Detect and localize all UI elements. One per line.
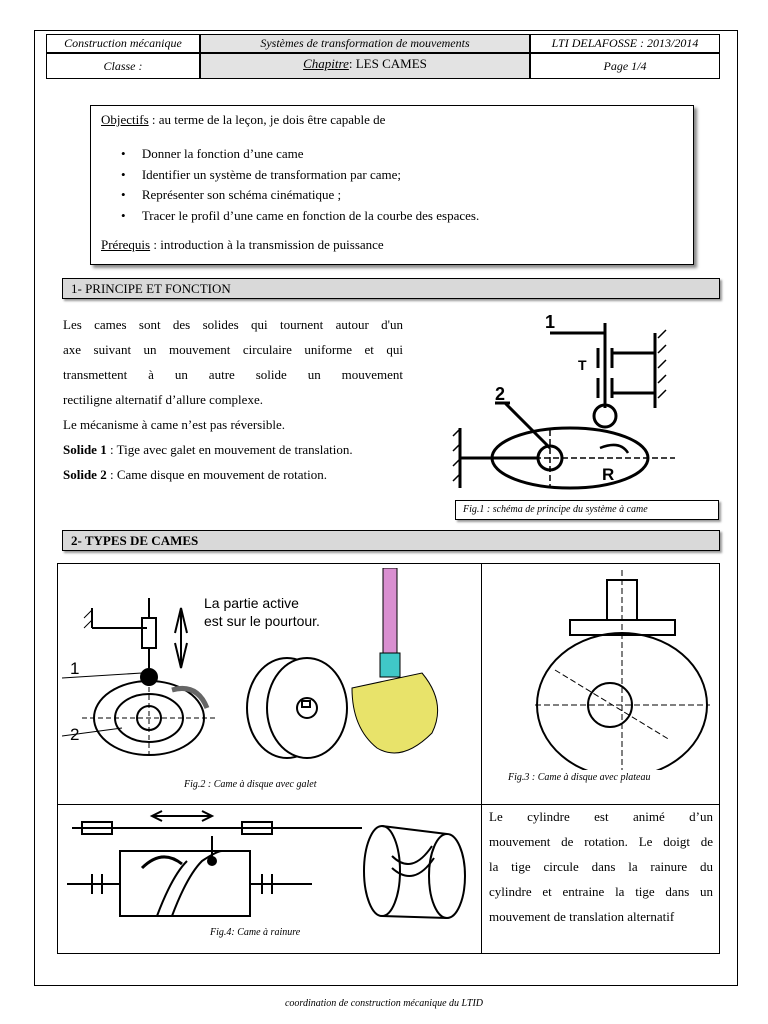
para-line: transmettent à un autre solide un mouvement: [63, 367, 403, 382]
section2-title: 2- TYPES DE CAMES: [62, 530, 720, 551]
fig3-disc-cam-plate: [515, 570, 715, 770]
cyl-line: Le cylindre est animé d’un: [489, 809, 713, 824]
page-footer: coordination de construction mécanique du LTID: [284, 998, 484, 1009]
solid1-desc: Solide 1 : Tige avec galet en mouvement de translation.: [63, 442, 353, 457]
chapter-title: : LES CAMES: [348, 56, 427, 71]
fig2-label-1: 1: [70, 659, 80, 678]
fig1-label-2: 2: [495, 384, 506, 404]
header-chapter: [200, 53, 530, 79]
objective-item: • Donner la fonction d’une came: [121, 146, 304, 161]
para-line: axe suivant un mouvement circulaire uniforme et qui: [63, 342, 403, 357]
objectives-intro: : au terme de la leçon, je dois être capable de: [148, 112, 386, 127]
header-school: LTI DELAFOSSE : 2013/2014: [530, 34, 720, 53]
header-class: Classe :: [46, 53, 200, 79]
cyl-line: mouvement de rotation. Le doigt de: [489, 834, 713, 849]
objective-item: • Représenter son schéma cinématique ;: [121, 187, 342, 202]
fig2-text-1: La partie active: [204, 595, 299, 611]
objectives-list: [121, 144, 479, 226]
header-topic: Systèmes de transformation de mouvements: [200, 34, 530, 53]
fig2-text-2: est sur le pourtour.: [204, 613, 320, 629]
fig1-label-r: R: [602, 465, 615, 484]
solid2-desc: Solide 2 : Came disque en mouvement de rotation.: [63, 467, 327, 482]
cylinder-description: [489, 804, 713, 929]
cyl-line: la tige circule dans la rainure du: [489, 859, 713, 874]
objectives-box: [90, 105, 694, 265]
section1-paragraph: [63, 312, 403, 487]
fig1-label-1: 1: [545, 312, 556, 332]
reversible-note: Le mécanisme à came n’est pas réversible.: [63, 417, 285, 432]
objectives-label: Objectifs: [101, 112, 149, 127]
cyl-line: cylindre et entraine la tige dans un: [489, 884, 713, 899]
fig4-caption: Fig.4: Came à rainure: [210, 927, 301, 938]
fig1-caption: Fig.1 : schéma de principe du système à came: [455, 500, 719, 520]
para-line: Les cames sont des solides qui tournent autour d'un: [63, 317, 403, 332]
section1-title: 1- PRINCIPE ET FONCTION: [62, 278, 720, 299]
header-page: Page 1/4: [530, 53, 720, 79]
prereq-text: : introduction à la transmission de puissance: [150, 237, 384, 252]
cyl-line: mouvement de translation alternatif: [489, 909, 675, 924]
objective-item: • Identifier un système de transformation par came;: [121, 166, 401, 182]
para-line: rectiligne alternatif d’allure complexe.: [63, 392, 263, 407]
fig2-caption: Fig.2 : Came à disque avec galet: [184, 779, 317, 790]
fig3-caption: Fig.3 : Came à disque avec plateau: [508, 772, 651, 783]
fig4-grooved-cam: [62, 806, 472, 924]
fig2-disc-cam-roller: [62, 568, 472, 768]
fig1-cam-schematic: [450, 308, 680, 498]
fig2-label-2: 2: [70, 725, 80, 744]
objective-item: • Tracer le profil d’une came en fonction de la courbe des espaces.: [121, 207, 480, 223]
chapter-label: Chapitre: [303, 56, 349, 71]
header-subject: Construction mécanique: [46, 34, 200, 53]
prerequisites: [101, 237, 384, 253]
objectives-heading: [101, 112, 385, 128]
fig1-label-t: T: [578, 357, 587, 373]
prereq-label: Prérequis: [101, 237, 151, 252]
